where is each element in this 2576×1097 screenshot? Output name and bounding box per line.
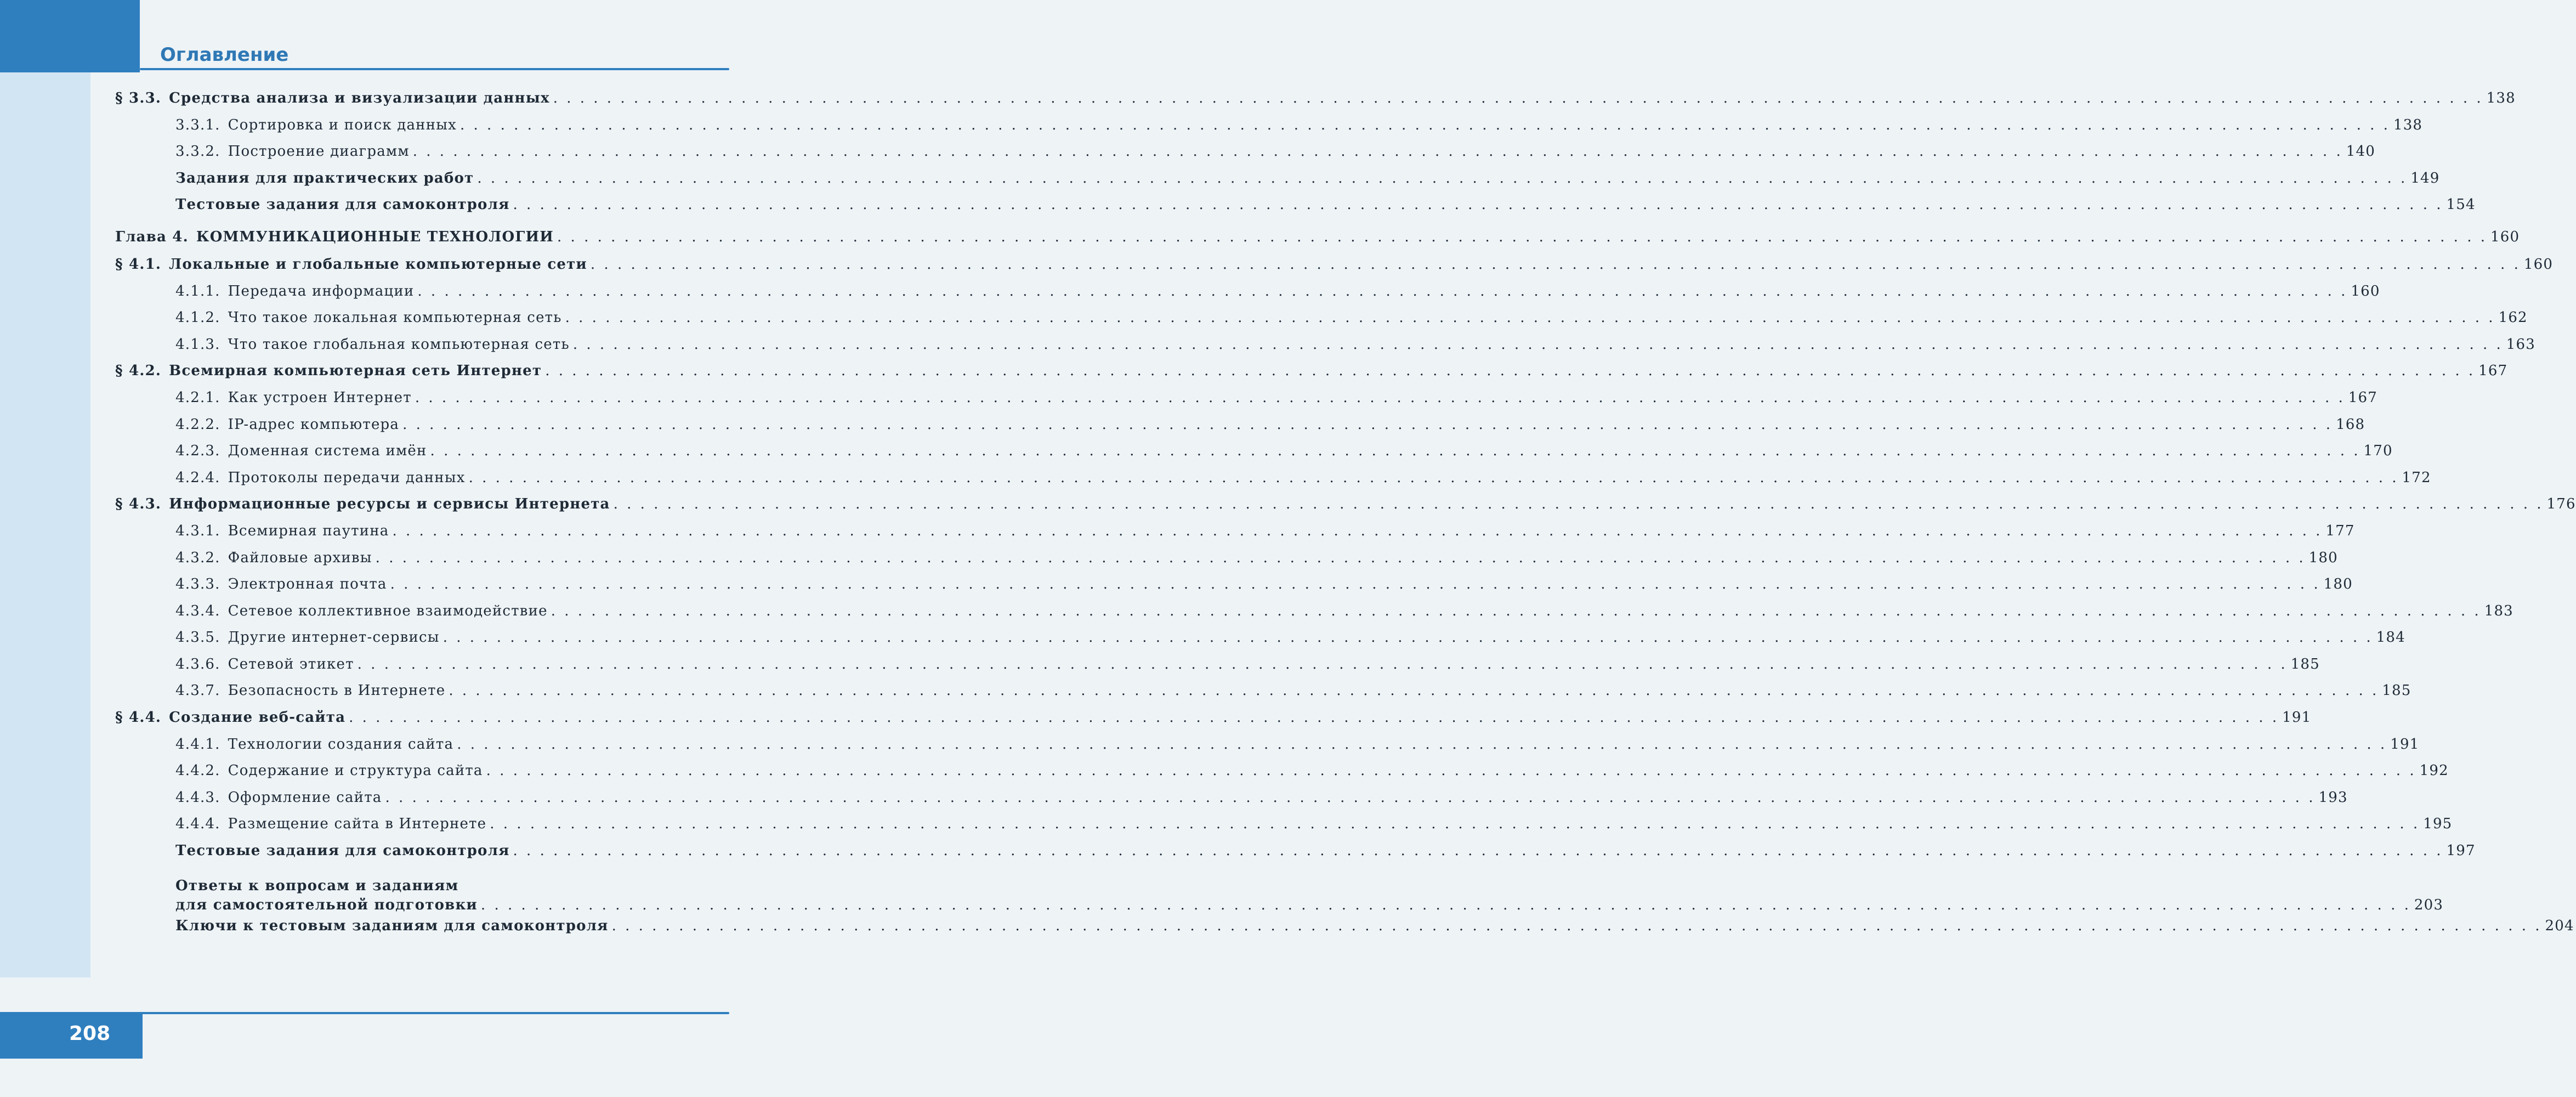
toc-entry-title: Как устроен Интернет xyxy=(228,389,412,406)
toc-entry-number: 4.4.1. xyxy=(175,736,220,753)
toc-entry-number: 4.4.3. xyxy=(175,789,220,806)
leader-dots xyxy=(390,576,2320,592)
toc-entry xyxy=(115,736,2420,763)
toc-entry xyxy=(115,549,2338,576)
toc-entry-title-line2: для самостоятельной подготовки xyxy=(175,896,478,913)
toc-entry-page: 203 xyxy=(2414,896,2444,913)
toc-entry-number: 3.3.2. xyxy=(175,143,220,160)
leader-dots xyxy=(457,736,2387,753)
toc-entry-page: 149 xyxy=(2410,169,2440,186)
toc-entry-number: 4.2.1. xyxy=(175,389,220,406)
toc-entry-number: 4.3.1. xyxy=(175,522,220,539)
leader-dots xyxy=(415,389,2345,406)
leader-dots xyxy=(557,229,2487,245)
toc-entry xyxy=(115,762,2449,789)
toc-entry xyxy=(115,196,2476,223)
toc-entry-title: Всемирная компьютерная сеть Интернет xyxy=(169,363,542,380)
toc-entry xyxy=(115,629,2405,656)
toc-entry-title: Информационные ресурсы и сервисы Интернета xyxy=(169,496,610,513)
toc-entry-title: Задания для практических работ xyxy=(175,169,474,186)
leader-dots xyxy=(413,143,2343,160)
toc-entry-number: 4.2.2. xyxy=(175,416,220,433)
leader-dots xyxy=(573,336,2503,353)
page-number: 208 xyxy=(69,1022,111,1045)
toc-entry xyxy=(115,416,2365,443)
toc-entry xyxy=(115,816,2453,842)
toc-entry xyxy=(115,869,2444,918)
toc-entry-title: Ответы к вопросам и заданиям xyxy=(175,877,459,894)
leader-dots xyxy=(486,762,2416,779)
toc-entry-page: 184 xyxy=(2376,629,2405,646)
toc-entry-number: 4.4.2. xyxy=(175,762,220,779)
toc-entry-page: 167 xyxy=(2348,389,2378,406)
leader-dots xyxy=(591,256,2521,273)
toc-entry xyxy=(115,842,2476,869)
toc-entry-title: Передача информации xyxy=(228,282,415,299)
toc-entry-number: § 4.1. xyxy=(115,256,162,273)
leader-dots xyxy=(443,629,2373,646)
toc-entry xyxy=(115,116,2423,144)
leader-dots xyxy=(614,496,2544,512)
toc-entry-number: Глава 4. xyxy=(115,228,189,245)
toc-entry xyxy=(115,469,2431,496)
toc-entry-number: 4.3.3. xyxy=(175,576,220,593)
toc-entry-page: 192 xyxy=(2419,762,2449,779)
toc-entry-number: § 3.3. xyxy=(115,90,162,106)
leader-dots xyxy=(513,842,2443,859)
toc-entry-page: 180 xyxy=(2308,549,2338,566)
leader-dots xyxy=(402,416,2333,433)
toc-entry-page: 183 xyxy=(2484,602,2513,619)
toc-entry-number: 4.3.2. xyxy=(175,549,220,566)
page-title: Оглавление xyxy=(160,44,289,66)
footer-divider xyxy=(140,1012,729,1014)
toc-entry-page: 162 xyxy=(2498,309,2528,326)
toc-entry-page: 167 xyxy=(2478,363,2508,380)
toc-entry-number: § 4.2. xyxy=(115,363,162,380)
toc-entry-title: Сортировка и поиск данных xyxy=(228,116,457,133)
toc-entry-title: Другие интернет-сервисы xyxy=(228,629,440,646)
toc-entry-page: 163 xyxy=(2506,336,2536,353)
toc-entry-title: Безопасность в Интернете xyxy=(228,682,446,699)
leader-dots xyxy=(449,682,2379,699)
toc-entry-title: Доменная система имён xyxy=(228,443,427,460)
leader-dots xyxy=(565,309,2495,326)
toc-entry-number: 4.1.2. xyxy=(175,309,220,326)
toc-entry xyxy=(115,90,2516,117)
toc-entry-page: 177 xyxy=(2325,522,2355,539)
leader-dots xyxy=(481,897,2411,913)
toc-entry-title: Содержание и структура сайта xyxy=(228,762,483,779)
leader-dots xyxy=(349,709,2279,726)
toc-entry-page: 185 xyxy=(2290,655,2320,672)
toc-entry-title: Тестовые задания для самоконтроля xyxy=(175,196,510,213)
toc-entry xyxy=(115,309,2528,336)
toc-entry-page: 160 xyxy=(2523,256,2554,273)
leader-dots xyxy=(392,523,2322,539)
toc-entry xyxy=(115,789,2348,816)
leader-dots xyxy=(513,196,2443,213)
toc-entry-title: Электронная почта xyxy=(228,576,387,593)
leader-dots xyxy=(385,789,2316,806)
toc-entry-title: Тестовые задания для самоконтроля xyxy=(175,842,510,859)
toc-entry-page: 195 xyxy=(2423,816,2453,833)
leader-dots xyxy=(469,470,2399,486)
toc-entry xyxy=(115,256,2554,283)
toc-entry-page: 197 xyxy=(2446,842,2476,859)
toc-entry-number: 4.1.1. xyxy=(175,282,220,299)
toc-entry xyxy=(115,682,2412,709)
table-of-contents xyxy=(115,90,2576,944)
toc-entry-title: Средства анализа и визуализации данных xyxy=(169,90,550,106)
toc-entry-page: 154 xyxy=(2446,196,2476,213)
toc-entry-number: 4.2.3. xyxy=(175,443,220,460)
toc-entry xyxy=(115,576,2353,603)
toc-entry-page: 172 xyxy=(2402,469,2431,486)
toc-entry xyxy=(115,389,2378,416)
toc-entry-page: 140 xyxy=(2346,143,2375,160)
leader-dots xyxy=(490,816,2420,832)
toc-entry-title: IP-адрес компьютера xyxy=(228,416,400,433)
leader-dots xyxy=(551,603,2481,619)
toc-entry xyxy=(115,282,2380,310)
toc-entry-page: 160 xyxy=(2351,282,2380,299)
leader-dots xyxy=(553,90,2483,106)
toc-entry-title: КОММУНИКАЦИОННЫЕ ТЕХНОЛОГИИ xyxy=(196,228,554,245)
toc-entry-number: 3.3.1. xyxy=(175,116,220,133)
toc-entry-page: 176 xyxy=(2546,496,2576,513)
toc-entry-number: 4.3.6. xyxy=(175,655,220,672)
toc-entry xyxy=(115,223,2520,256)
toc-entry-number: 4.4.4. xyxy=(175,816,220,833)
toc-entry-number: § 4.4. xyxy=(115,709,162,726)
toc-entry-page: 191 xyxy=(2390,736,2420,753)
toc-entry-title: Файловые архивы xyxy=(228,549,372,566)
header-divider xyxy=(140,68,729,70)
toc-entry xyxy=(115,443,2393,470)
toc-entry-page: 138 xyxy=(2393,116,2423,133)
toc-entry-title: Протоколы передачи данных xyxy=(228,469,466,486)
leader-dots xyxy=(417,283,2347,299)
leader-dots xyxy=(430,443,2361,459)
toc-entry-title: Сетевое коллективное взаимодействие xyxy=(228,602,548,619)
leader-dots xyxy=(376,550,2306,566)
toc-entry-title: Технологии создания сайта xyxy=(228,736,454,753)
toc-entry-page: 191 xyxy=(2282,709,2312,726)
leader-dots xyxy=(460,117,2390,133)
toc-entry xyxy=(115,363,2508,389)
toc-entry-title: Что такое локальная компьютерная сеть xyxy=(228,309,562,326)
toc-entry-number: 4.3.7. xyxy=(175,682,220,699)
toc-entry-title: Локальные и глобальные компьютерные сети xyxy=(169,256,587,273)
toc-entry xyxy=(115,917,2574,945)
leader-dots xyxy=(612,918,2542,934)
toc-entry-page: 170 xyxy=(2363,443,2393,460)
toc-entry xyxy=(115,169,2440,197)
toc-entry-title: Оформление сайта xyxy=(228,789,382,806)
toc-entry-title: Сетевой этикет xyxy=(228,655,354,672)
toc-entry-number: 4.3.5. xyxy=(175,629,220,646)
toc-entry-title: Ключи к тестовым заданиям для самоконтроля xyxy=(175,917,609,934)
toc-entry-number: 4.2.4. xyxy=(175,469,220,486)
toc-entry xyxy=(115,336,2536,363)
toc-entry-page: 160 xyxy=(2490,228,2520,245)
toc-entry-title: Всемирная паутина xyxy=(228,522,389,539)
leader-dots xyxy=(477,170,2407,186)
toc-entry-number: 4.1.3. xyxy=(175,336,220,353)
toc-entry-title: Размещение сайта в Интернете xyxy=(228,816,487,833)
toc-entry-title: Построение диаграмм xyxy=(228,143,410,160)
toc-entry-number: § 4.3. xyxy=(115,496,162,513)
side-panel xyxy=(0,72,90,977)
toc-entry xyxy=(115,496,2576,523)
toc-entry-title: Что такое глобальная компьютерная сеть xyxy=(228,336,570,353)
toc-entry xyxy=(115,655,2320,683)
toc-entry-title: Создание веб-сайта xyxy=(169,709,346,726)
toc-entry-page: 204 xyxy=(2545,917,2574,934)
toc-entry-number: 4.3.4. xyxy=(175,602,220,619)
toc-entry-page: 168 xyxy=(2336,416,2365,433)
toc-entry-page: 180 xyxy=(2323,576,2353,593)
toc-entry-page: 193 xyxy=(2318,789,2348,806)
toc-entry xyxy=(115,602,2513,630)
toc-entry-page: 138 xyxy=(2486,90,2516,106)
header-color-block xyxy=(0,0,140,72)
toc-entry xyxy=(115,143,2375,170)
leader-dots xyxy=(545,363,2475,379)
toc-entry xyxy=(115,709,2312,736)
toc-entry-page: 185 xyxy=(2382,682,2412,699)
toc-entry xyxy=(115,522,2355,550)
leader-dots xyxy=(358,656,2288,672)
